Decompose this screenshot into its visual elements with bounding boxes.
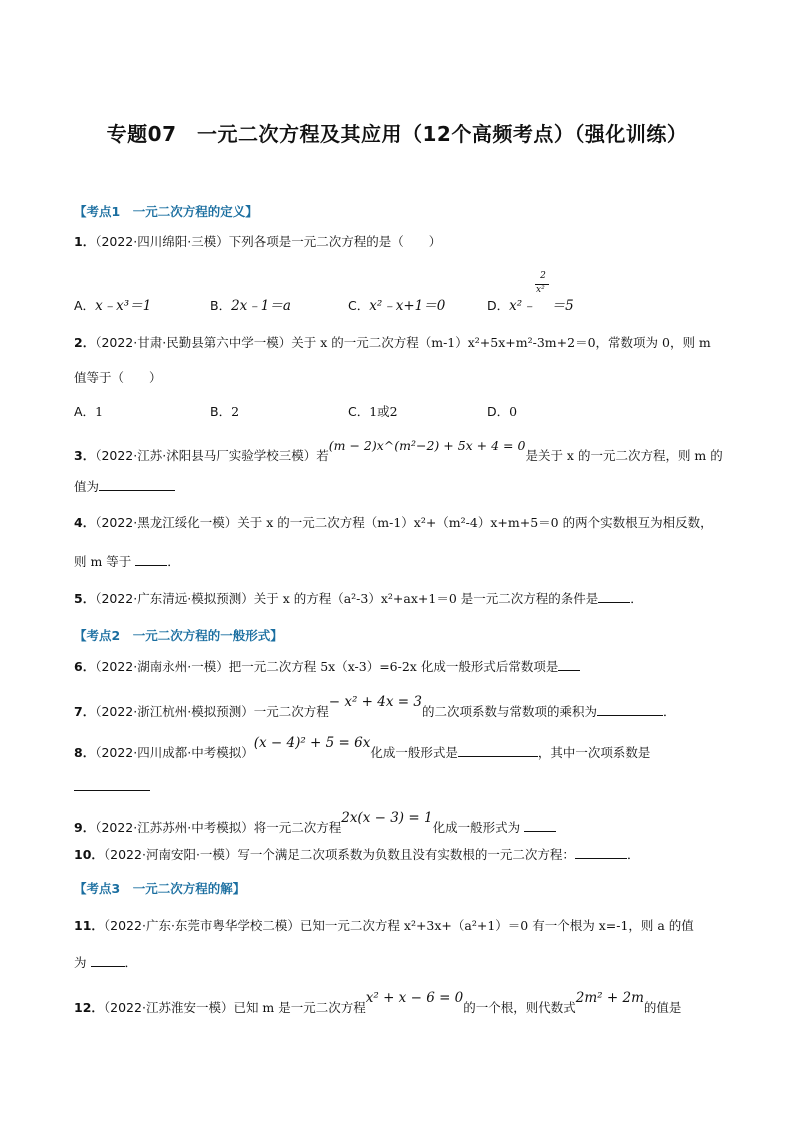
question-3: 3．（2022·江苏·沭阳县马厂实验学校三模）若(m − 2)x^(m²−2) + 5x + 4 = 0是关于 x 的一元二次方程，则 m 的 [74,438,723,463]
question-2-cont: 值等于（ ） [74,370,162,385]
inline-formula: (x − 4)² + 5 = 6x [253,735,371,751]
question-8-cont [74,778,150,796]
question-8: 8．（2022·四川成都·中考模拟）(x − 4)² + 5 = 6x化成一般形式是 ，其中一次项系数是 [74,735,651,760]
answer-blank[interactable] [558,658,580,671]
question-6: 6．（2022·湖南永州·一模）把一元二次方程 5x（x-3）=6-2x 化成一般形式后常数项是 [74,658,580,676]
question-text: 下列各项是一元二次方程的是（ ） [228,234,442,249]
option-b: B．2 [210,404,240,419]
question-1 [74,233,441,251]
answer-blank[interactable] [91,954,125,967]
option-b: B．2x﹣1＝a [210,298,291,314]
question-9: 9．（2022·江苏苏州·中考模拟）将一元二次方程2x(x − 3) = 1化成一般形式为 [74,819,556,837]
question-source: （2022·四川绵阳·三模） [95,234,229,249]
answer-blank[interactable] [74,778,150,791]
question-5: 5．（2022·广东清远·模拟预测）关于 x 的方程（a²-3）x²+ax+1＝0 是一元二次方程的条件是 ． [74,591,643,606]
option-d: D．0 [487,404,518,419]
inline-formula: 2x(x − 3) = 1 [341,810,433,826]
option-c: C．1或2 [348,404,398,419]
section-heading-2: 【考点2 一元二次方程的一般形式】 [74,628,283,643]
question-11-cont: 为 ． [74,955,138,970]
question-4: 4．（2022·黑龙江绥化一模）关于 x 的一元二次方程（m-1）x²+（m²-4）x+m+5＝0 的两个实数根互为相反数， [74,515,713,530]
question-12: 12．（2022·江苏淮安一模）已知 m 是一元二次方程x² + x − 6 = 0的一个根，则代数式2m² + 2m的值是 [74,990,682,1015]
inline-formula: x² + x − 6 = 0 [365,990,464,1006]
question-4-cont: 则 m 等于 ． [74,554,180,569]
question-number: 1． [74,234,96,249]
answer-blank[interactable] [598,590,630,603]
option-a: A．x﹣x³＝1 [74,298,152,314]
fraction-numerator: 2 [540,271,546,281]
fraction-denominator: x² [536,285,545,295]
answer-blank[interactable] [524,819,556,832]
inline-formula: 2m² + 2m [575,990,644,1006]
option-d: D．x²﹣ ＝5 [487,298,574,314]
answer-blank[interactable] [135,553,167,566]
question-2: 2．（2022·甘肃·民勤县第六中学一模）关于 x 的一元二次方程（m-1）x²+5x+m²-3m+2＝0，常数项为 0，则 m [74,335,711,350]
answer-blank[interactable] [597,703,663,716]
page-title: 专题07 一元二次方程及其应用（12个高频考点）（强化训练） [106,122,688,146]
question-7: 7．（2022·浙江杭州·模拟预测）一元二次方程− x² + 4x = 3的二次项系数与常数项的乘积为 ． [74,694,676,719]
question-11: 11．（2022·广东·东莞市粤华学校二模）已知一元二次方程 x²+3x+（a²+1）＝0 有一个根为 x=-1，则 a 的值 [74,918,694,933]
answer-blank[interactable] [575,846,627,859]
option-c: C．x²﹣x+1＝0 [348,298,446,314]
inline-formula: − x² + 4x = 3 [328,694,422,710]
answer-blank[interactable] [458,744,538,757]
question-10: 10．（2022·河南安阳·一模）写一个满足二次项系数为负数且没有实数根的一元二次方程： ． [74,847,640,862]
option-a: A．1 [74,404,104,419]
section-heading-3: 【考点3 一元二次方程的解】 [74,881,246,896]
inline-formula: (m − 2)x^(m²−2) + 5x + 4 = 0 [328,438,526,453]
question-3-cont: 值为 [74,478,175,496]
answer-blank[interactable] [99,478,175,491]
section-heading-1: 【考点1 一元二次方程的定义】 [74,204,258,219]
